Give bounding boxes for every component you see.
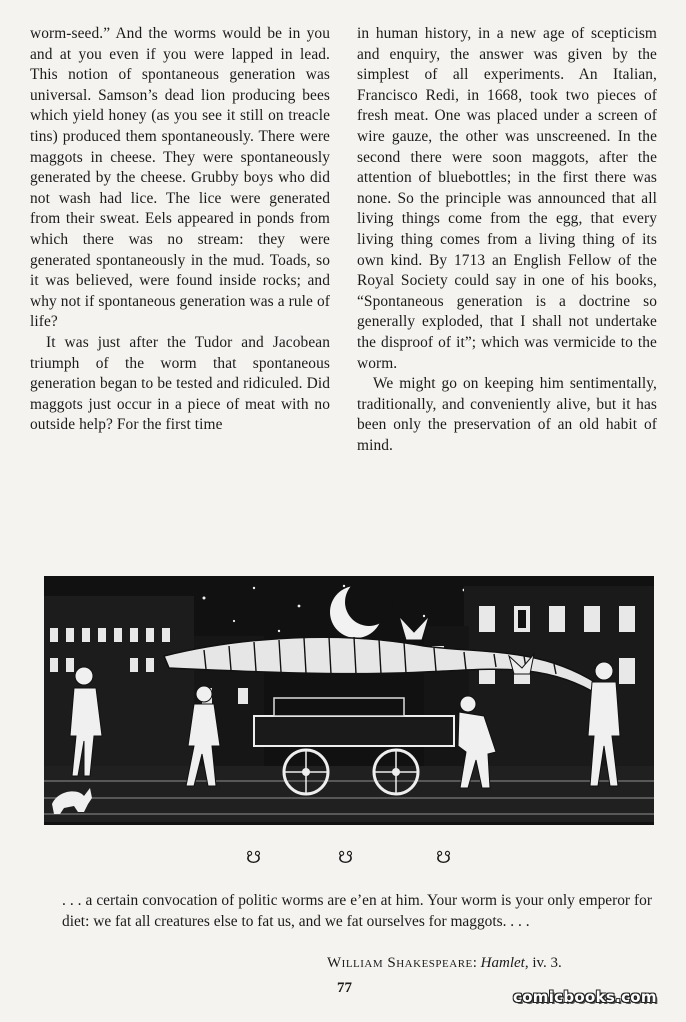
ornament-row: [0, 848, 686, 872]
right-paragraph-1: in human history, in a new age of scepticism and enquiry, the answer was given by the simplest of all experiments. An Italian, Francisco Redi, in 1668, took two pieces of fresh meat. One was placed under a screen of wire gauze, the other was unscreened. In the second there were soon maggots, after the attention of bluebottles; in the first there was none. So the principle was announced that all living things come from the egg, that every living thing comes from a living thing of its own kind. By 1713 an English Fellow of the Royal Society could say in one of his books, “Spontaneous generation is a doctrine so generally exploded, that I shall not undertake the disproof of it”; which was vermicide to the worm.: [357, 25, 657, 372]
watermark-logo: comicbooks.com: [513, 988, 657, 1006]
right-paragraph-2: We might go on keeping him sentimentally, traditionally, and conveniently alive, but it has been only the preservation of an old habit of mind.: [357, 375, 657, 454]
quote-attribution: [327, 953, 647, 973]
woodcut-illustration: [44, 576, 654, 825]
attribution-work: Hamlet: [480, 955, 525, 971]
woodcut-scene: [44, 576, 654, 822]
right-column: [357, 24, 657, 456]
attribution-author: William Shakespeare: [327, 955, 473, 971]
page-number: 77: [337, 980, 352, 996]
attribution-reference: , iv. 3.: [524, 955, 562, 971]
quote-text: . . . a certain convocation of politic worms are e’en at him. Your worm is your only emperor for diet: we fat all creatures else to fat us, and we fat ourselves for maggots. . . .: [62, 892, 652, 930]
left-paragraph-2: It was just after the Tudor and Jacobean triumph of the worm that spontaneous generation began to be tested and ridiculed. Did maggots just occur in a piece of meat with no outside help? For the first time: [30, 333, 330, 434]
epigraph-quote: [62, 891, 652, 932]
attribution-separator: :: [472, 955, 481, 971]
left-column: [30, 24, 330, 436]
skull-ornament-icon: ☋: [436, 848, 452, 868]
skull-ornament-icon: ☋: [338, 848, 354, 868]
skull-ornament-icon: ☋: [246, 848, 262, 868]
left-paragraph-1: worm-seed.” And the worms would be in you and at you even if you were lapped in lead. This notion of spontaneous generation was universal. Samson’s dead lion producing bees which yield honey (as you see it still on treacle tins) produced them spontaneously. There were maggots in cheese. They were spontaneously generated by the cheese. Grubby boys who did not wash had lice. The lice were generated from their sweat. Eels appeared in ponds from which there was no stream: they were generated spontaneously in the mud. Toads, so it was believed, were found inside rocks; and why not if spontaneous generation was a rule of life?: [30, 25, 330, 331]
